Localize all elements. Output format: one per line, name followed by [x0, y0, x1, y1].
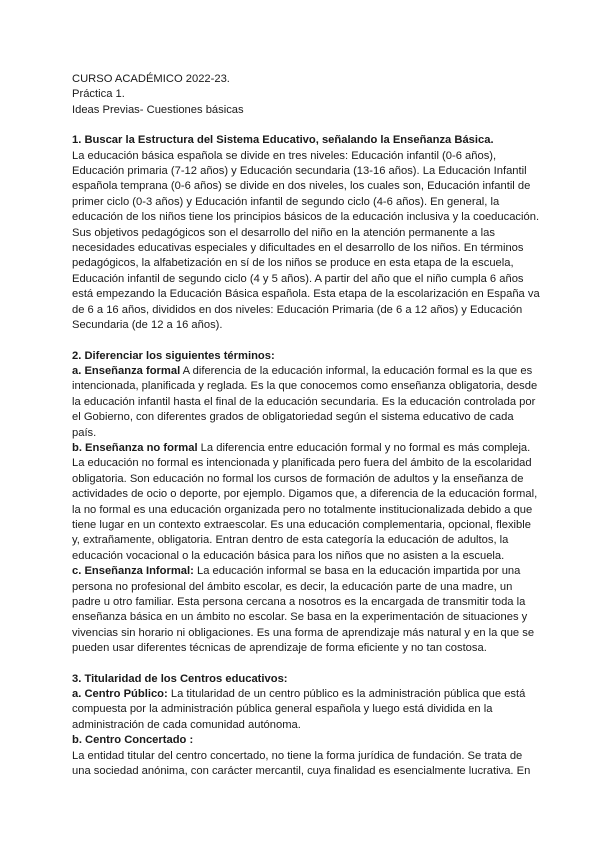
public-center-term: a. Centro Público: — [72, 688, 168, 701]
informal-education-term: c. Enseñanza Informal: — [72, 565, 194, 578]
nonformal-education-item — [72, 441, 540, 564]
concerted-center-term: b. Centro Concertado : — [72, 734, 194, 747]
course-line: CURSO ACADÉMICO 2022-23. — [72, 73, 230, 85]
document-header — [72, 72, 540, 118]
nonformal-education-text: La diferencia entre educación formal y no formal es más compleja. La educación no formal es intencionada y planificada pero fuera del ámbito de la escolaridad obligatoria. Son educación no formal los cursos de formación de adultos y la enseñanza de actividades de ocio o deporte, por ejemplo. Digamos que, a diferencia de la educación formal, la no formal es una educación organizada pero no totalmente institucionalizada debido a que tiene lugar en un contexto extraescolar. Es una educación complementaria, opcional, flexible y, extrañamente, obligatoria. Entran dentro de esta categoría la educación de adultos, la educación vocacional o la educación básica para los niños que no asisten a la escuela. — [72, 441, 538, 562]
public-center-item — [72, 687, 540, 733]
informal-education-item — [72, 564, 540, 656]
practice-line: Práctica 1. — [72, 88, 125, 101]
concerted-center-text: La entidad titular del centro concertado, no tiene la forma jurídica de fundación. Se trata de una sociedad anónima, con carácter mercantil, cuya finalidad es esencialmente lucrativa. En — [72, 749, 531, 778]
section-2-heading: 2. Diferenciar los siguientes términos: — [72, 349, 275, 362]
formal-education-text: A diferencia de la educación informal, la educación formal es la que es intencionada, planificada y reglada. Es la que conocemos como enseñanza obligatoria, desde la educación infantil hasta el final de la educación secundaria. Es la educación controlada por el Gobierno, con diferentes grados de obligatoriedad según el sistema educativo de cada país. — [72, 364, 538, 439]
formal-education-item — [72, 364, 540, 441]
section-3-heading: 3. Titularidad de los Centros educativos: — [72, 672, 288, 685]
section-3 — [72, 672, 540, 780]
section-2 — [72, 349, 540, 657]
informal-education-text: La educación informal se basa en la educación impartida por una persona no profesional del ámbito escolar, es decir, la educación parte de una madre, un padre u otro familiar. Esta persona cercana a nosotros es la encargada de transmitir toda la enseñanza básica en un ámbito no escolar. Se basa en la experimentación de situaciones y vivencias sin horario ni obligaciones. Es una forma de aprendizaje más natural y en la que se pueden usar diferentes técnicas de aprendizaje de forma eficiente y no tan costosa. — [72, 565, 535, 655]
section-1 — [72, 133, 540, 333]
formal-education-term: a. Enseñanza formal — [72, 364, 181, 377]
nonformal-education-term: b. Enseñanza no formal — [72, 441, 198, 454]
public-center-text: La titularidad de un centro público es la administración pública que está compuesta por la administración pública general española y luego está dividida en la administración de cada comunidad autónoma. — [72, 688, 526, 731]
topic-line: Ideas Previas- Cuestiones básicas — [72, 103, 244, 116]
section-1-heading: 1. Buscar la Estructura del Sistema Educativo, señalando la Enseñanza Básica. — [72, 134, 494, 147]
section-1-body: La educación básica española se divide en tres niveles: Educación infantil (0-6 años), Educación primaria (7-12 años) y Educación secundaria (13-16 años). La Educación Infantil española temprana (0-6 años) se divide en dos niveles, los cuales son, Educación infantil de primer ciclo (0-3 años) y Educación infantil de segundo ciclo (4-6 años). En general, la educación de los niños tiene los principios básicos de la educación inclusiva y la coeducación. Sus objetivos pedagógicos son el desarrollo del niño en la atención permanente a las necesidades educativas especiales y dificultades en el desarrollo de los niños. En términos pedagógicos, la alfabetización en sí de los niños se produce en esta etapa de la escuela, Educación infantil de segundo ciclo (4 y 5 años). A partir del año que el niño cumpla 6 años está empezando la Educación Básica española. Esta etapa de la escolarización en España va de 6 a 16 años, divididos en dos niveles: Educación Primaria (de 6 a 12 años) y Educación Secundaria (de 12 a 16 años). — [72, 149, 540, 332]
